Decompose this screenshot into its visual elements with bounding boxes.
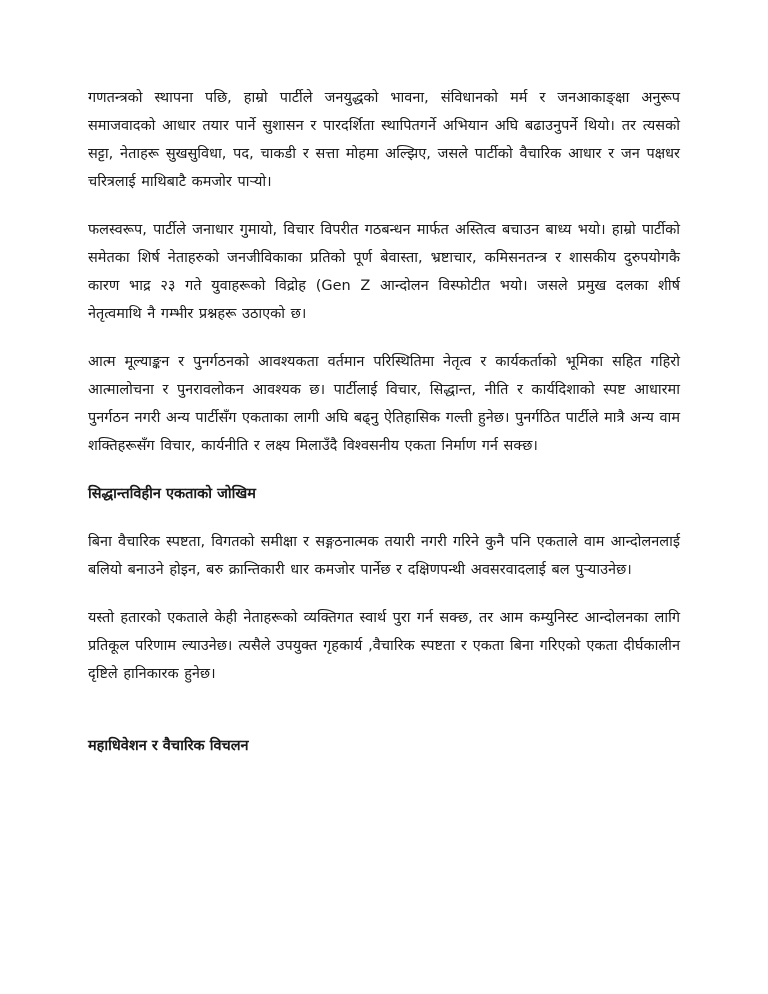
- section-heading-unprincipled-unity: सिद्धान्तविहीन एकताको जोखिम: [88, 486, 256, 502]
- paragraph-consequences: फलस्वरूप, पार्टीले जनाधार गुमायो, विचार विपरीत गठबन्धन मार्फत अस्तित्व बचाउन बाध्य भयो। हाम्रो पार्टीको समेतका शिर्ष नेताहरुको जनजीविकाका प्रतिको पूर्ण बेवास्ता, भ्रष्टाचार, कमिसनतन्त्र र शासकीय दुरुपयोगकै कारण भाद्र २३ गते युवाहरूको विद्रोह (Gen Z आन्दोलन विस्फोटीत भयो। जसले प्रमुख दलका शीर्ष नेतृत्वमाथि नै गम्भीर प्रश्नहरू उठाएको छ।: [88, 222, 680, 322]
- paragraph-hasty-unity: यस्तो हतारको एकताले केही नेताहरूको व्यक्तिगत स्वार्थ पुरा गर्न सक्छ, तर आम कम्युनिस्ट आन्दोलनका लागि प्रतिकूल परिणाम ल्याउनेछ। त्यसैले उपयुक्त गृहकार्य ,वैचारिक स्पष्टता र एकता बिना गरिएको एकता दीर्घकालीन दृष्टिले हानिकारक हुनेछ।: [88, 610, 680, 682]
- paragraph-unity-risk: बिना वैचारिक स्पष्टता, विगतको समीक्षा र सङ्गठनात्मक तयारी नगरी गरिने कुनै पनि एकताले वाम आन्दोलनलाई बलियो बनाउने होइन, बरु क्रान्तिकारी धार कमजोर पार्नेछ र दक्षिणपन्थी अवसरवादलाई बल पुर्‍याउनेछ।: [88, 534, 680, 578]
- paragraph-republic-establishment: गणतन्त्रको स्थापना पछि, हाम्रो पार्टीले जनयुद्धको भावना, संविधानको मर्म र जनआकाङ्क्षा अनुरूप समाजवादको आधार तयार पार्ने सुशासन र पारदर्शिता स्थापितगर्ने अभियान अघि बढाउनुपर्ने थियो। तर त्यसको सट्टा, नेताहरू सुखसुविधा, पद, चाकडी र सत्ता मोहमा अल्झिए, जसले पार्टीको वैचारिक आधार र जन पक्षधर चरित्रलाई माथिबाटै कमजोर पार्‍यो।: [88, 90, 680, 190]
- document-body: [88, 84, 680, 780]
- paragraph-self-evaluation: आत्म मूल्याङ्कन र पुनर्गठनको आवश्यकता वर्तमान परिस्थितिमा नेतृत्व र कार्यकर्ताको भूमिका सहित गहिरो आत्मालोचना र पुनरावलोकन आवश्यक छ। पार्टीलाई विचार, सिद्धान्त, नीति र कार्यदिशाको स्पष्ट आधारमा पुनर्गठन नगरी अन्य पार्टीसँग एकताका लागी अघि बढ्नु ऐतिहासिक गल्ती हुनेछ। पुनर्गठित पार्टीले मात्रै अन्य वाम शक्तिहरूसँग विचार, कार्यनीति र लक्ष्य मिलाउँदै विश्वसनीय एकता निर्माण गर्न सक्छ।: [88, 354, 680, 454]
- section-heading-convention-deviation: महाधिवेशन र वैचारिक विचलन: [88, 738, 249, 754]
